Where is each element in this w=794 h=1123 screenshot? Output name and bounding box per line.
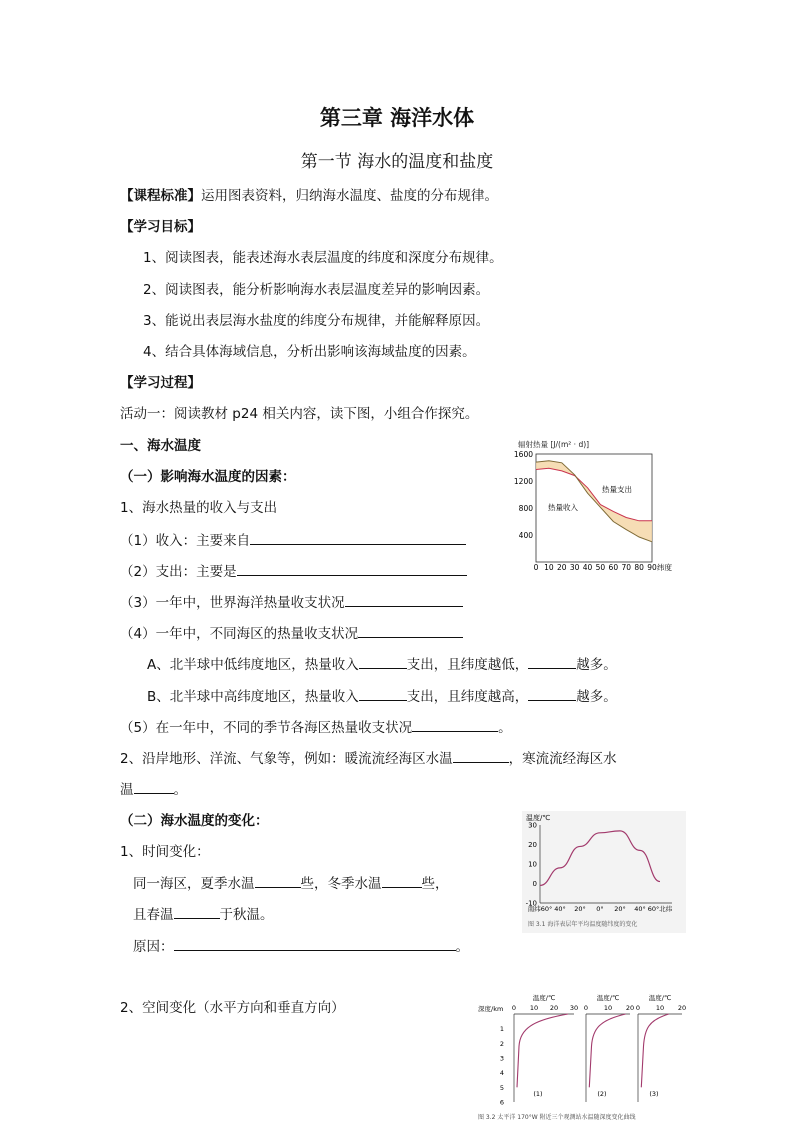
chart1-xlabel: 纬度 bbox=[657, 563, 672, 572]
goals-label: 【学习目标】 bbox=[120, 219, 201, 235]
chart3-xtick-label: 10 bbox=[655, 1004, 665, 1012]
chart3-ytick-label: 3 bbox=[499, 1054, 504, 1063]
chart3-profile-line bbox=[589, 1014, 625, 1087]
chart2-xtick-label: 60°北纬 bbox=[647, 905, 673, 913]
sst-latitude-chart bbox=[522, 811, 686, 933]
chart3-ytick-label: 2 bbox=[499, 1039, 504, 1048]
heat-budget-chart bbox=[506, 436, 686, 576]
chart3-panel bbox=[584, 993, 634, 1102]
chart3-xtick-label: 0 bbox=[583, 1004, 589, 1012]
chart1-ytick-label: 1200 bbox=[513, 477, 533, 486]
standard-label: 【课程标准】 bbox=[120, 188, 201, 204]
t1-text-f: 原因： bbox=[133, 939, 174, 955]
qb-text-2: 支出，且纬度越高， bbox=[406, 689, 529, 705]
answer-blank[interactable] bbox=[528, 686, 576, 701]
chart2-background bbox=[522, 811, 686, 933]
chart1-xtick-label: 20 bbox=[557, 563, 567, 572]
chart1-ytick-label: 1600 bbox=[513, 450, 533, 459]
chart1-xtick-label: 10 bbox=[544, 563, 554, 572]
q2-text-3: 温 bbox=[120, 782, 134, 798]
chart3-profile-line bbox=[641, 1014, 669, 1087]
chart2-xtick-label: 40° bbox=[634, 905, 646, 913]
chart2-xtick-label: 南纬60° bbox=[527, 905, 553, 913]
q1-3-text: （3）一年中，世界海洋热量收支状况 bbox=[120, 595, 345, 611]
qa-text-2: 支出，且纬度越低， bbox=[406, 657, 529, 673]
qa-text-3: 越多。 bbox=[576, 657, 617, 673]
process-label: 【学习过程】 bbox=[120, 375, 201, 391]
answer-blank[interactable] bbox=[528, 654, 576, 669]
chart2-ytick-label: 10 bbox=[528, 860, 537, 869]
chart3-xtick-label: 0 bbox=[511, 1004, 517, 1012]
chart3-panel bbox=[636, 993, 686, 1102]
time-change: 1、时间变化： bbox=[120, 844, 210, 860]
chart3-xlabel: 温度/℃ bbox=[596, 994, 620, 1002]
chart3-xlabel: 温度/℃ bbox=[532, 994, 556, 1002]
chart1-xtick-label: 90 bbox=[647, 563, 657, 572]
qa-text-1: A、北半球中低纬度地区，热量收入 bbox=[147, 657, 359, 673]
time-change-reason bbox=[133, 936, 469, 957]
t1-text-g: 。 bbox=[455, 939, 469, 955]
chart1-legend-in: 热量收入 bbox=[548, 503, 578, 512]
section-title: 第一节 海水的温度和盐度 bbox=[300, 152, 494, 172]
goal-item-2: 2、阅读图表，能分析影响海水表层温度差异的影响因素。 bbox=[143, 282, 490, 298]
chart3-xtick-label: 10 bbox=[603, 1004, 613, 1012]
chart3-xtick-label: 20 bbox=[677, 1004, 686, 1012]
time-change-line-2 bbox=[133, 904, 274, 925]
chart1-xtick-label: 80 bbox=[634, 563, 644, 572]
goal-item-3: 3、能说出表层海水盐度的纬度分布规律，并能解释原因。 bbox=[143, 313, 490, 329]
chart3-panel bbox=[512, 993, 578, 1102]
chart3-xtick-label: 0 bbox=[635, 1004, 641, 1012]
chart3-ytick-label: 6 bbox=[499, 1098, 504, 1107]
chart1-ytick-label: 400 bbox=[518, 531, 533, 540]
chart3-profile-line bbox=[517, 1014, 568, 1087]
answer-blank[interactable] bbox=[250, 530, 466, 545]
chart1-ytick-label: 800 bbox=[518, 504, 533, 513]
q1-5-text: （5）在一年中，不同的季节各海区热量收支状况 bbox=[120, 720, 413, 736]
chart3-xtick-label: 20 bbox=[549, 1004, 559, 1012]
answer-blank[interactable] bbox=[359, 686, 407, 701]
chart3-ytick-label: 5 bbox=[499, 1083, 504, 1092]
chart2-ylabel: 温度/℃ bbox=[526, 814, 551, 822]
qb-text-3: 越多。 bbox=[576, 689, 617, 705]
answer-blank[interactable] bbox=[358, 623, 463, 638]
question-1: 1、海水热量的收入与支出 bbox=[120, 500, 278, 516]
question-1-4 bbox=[120, 623, 463, 644]
q2-text-2: ，寒流流经海区水 bbox=[508, 751, 617, 767]
page-title: 第三章 海洋水体 bbox=[319, 105, 475, 130]
answer-blank[interactable] bbox=[237, 561, 467, 576]
q1-1-text: （1）收入：主要来自 bbox=[120, 533, 251, 549]
answer-blank[interactable] bbox=[134, 779, 174, 794]
chart3-ytick-label: 4 bbox=[499, 1069, 504, 1078]
activity-text: 活动一：阅读教材 p24 相关内容，读下图，小组合作探究。 bbox=[120, 406, 479, 422]
chart2-xtick-label: 40° bbox=[554, 905, 566, 913]
chart2-xtick-label: 20° bbox=[614, 905, 626, 913]
chart1-xtick-label: 40 bbox=[582, 563, 593, 572]
q2-text-4: 。 bbox=[173, 782, 187, 798]
answer-blank[interactable] bbox=[412, 717, 498, 732]
goal-item-1: 1、阅读图表，能表述海水表层温度的纬度和深度分布规律。 bbox=[143, 250, 503, 266]
t1-text-b: 些，冬季水温 bbox=[300, 876, 382, 892]
question-2 bbox=[120, 748, 617, 769]
activity-line bbox=[120, 404, 478, 424]
question-1-2 bbox=[120, 561, 467, 582]
subsection-change: （二）海水温度的变化： bbox=[120, 813, 269, 829]
q1-5-end: 。 bbox=[498, 720, 512, 736]
chart3-caption: 图 3.2 太平洋 170°W 附近三个观测站水温随深度变化曲线 bbox=[478, 1114, 636, 1121]
chart2-xtick-label: 0° bbox=[596, 905, 604, 913]
t1-text-c: 些， bbox=[421, 876, 449, 892]
chart1-xtick-label: 60 bbox=[608, 563, 619, 572]
chart3-xlabel: 温度/℃ bbox=[648, 994, 672, 1002]
question-a bbox=[147, 654, 617, 675]
chart1-ylabel: 辐射热量 [J/(m² · d)] bbox=[518, 440, 590, 449]
question-1-3 bbox=[120, 592, 463, 613]
chart1-xtick-label: 70 bbox=[621, 563, 631, 572]
chart2-ytick-label: 20 bbox=[528, 841, 537, 849]
goal-item-4: 4、结合具体海域信息，分析出影响该海域盐度的因素。 bbox=[143, 344, 476, 360]
chart2-ytick-label: -10 bbox=[525, 899, 537, 908]
answer-blank[interactable] bbox=[453, 748, 509, 763]
chart3-panel-label: (1) bbox=[533, 1090, 543, 1098]
chart2-ytick-label: 0 bbox=[532, 880, 537, 888]
q1-4-text: （4）一年中，不同海区的热量收支状况 bbox=[120, 626, 359, 642]
standard-text: 运用图表资料，归纳海水温度、盐度的分布规律。 bbox=[201, 188, 498, 204]
chart1-xtick-label: 0 bbox=[533, 563, 539, 572]
subsection-factors: （一）影响海水温度的因素： bbox=[120, 469, 296, 485]
q2-text-1: 2、沿岸地形、洋流、气象等，例如：暖流流经海区水温 bbox=[120, 751, 453, 767]
course-standard bbox=[120, 186, 498, 206]
question-1-1 bbox=[120, 530, 466, 551]
answer-blank[interactable] bbox=[174, 904, 220, 919]
chart2-caption: 图 3.1 海洋表层年平均温度随纬度的变化 bbox=[528, 921, 638, 928]
space-change: 2、空间变化（水平方向和垂直方向） bbox=[120, 1000, 345, 1016]
t1-text-d: 且春温 bbox=[133, 907, 174, 923]
answer-blank[interactable] bbox=[255, 873, 301, 888]
q1-2-text: （2）支出：主要是 bbox=[120, 564, 237, 580]
chart2-xtick-label: 20° bbox=[574, 905, 586, 913]
t1-text-e: 于秋温。 bbox=[219, 907, 274, 923]
question-2-cont bbox=[120, 779, 187, 800]
question-b bbox=[147, 686, 617, 707]
chart3-xtick-label: 30 bbox=[569, 1004, 579, 1012]
chart2-ytick-label: 30 bbox=[528, 821, 537, 830]
chart3-ylabel: 深度/km bbox=[478, 1005, 504, 1013]
t1-text-a: 同一海区，夏季水温 bbox=[133, 876, 255, 892]
chart3-xtick-label: 20 bbox=[625, 1004, 635, 1012]
answer-blank[interactable] bbox=[382, 873, 422, 888]
chart3-ytick-label: 1 bbox=[499, 1025, 504, 1034]
chart3-xtick-label: 10 bbox=[529, 1004, 539, 1012]
answer-blank[interactable] bbox=[345, 592, 463, 607]
time-change-line-1 bbox=[133, 873, 449, 894]
chart1-xtick-label: 30 bbox=[569, 563, 580, 572]
qb-text-1: B、北半球中高纬度地区，热量收入 bbox=[147, 689, 359, 705]
depth-temperature-chart bbox=[474, 992, 686, 1122]
chart1-xtick-label: 50 bbox=[595, 563, 606, 572]
question-1-5 bbox=[120, 717, 512, 738]
chart3-panel-label: (3) bbox=[649, 1090, 659, 1098]
answer-blank[interactable] bbox=[359, 654, 407, 669]
section-sea-temperature: 一、海水温度 bbox=[120, 438, 201, 454]
chart1-legend-out: 热量支出 bbox=[602, 485, 632, 494]
answer-blank[interactable] bbox=[174, 936, 456, 951]
chart3-panel-label: (2) bbox=[597, 1090, 607, 1098]
